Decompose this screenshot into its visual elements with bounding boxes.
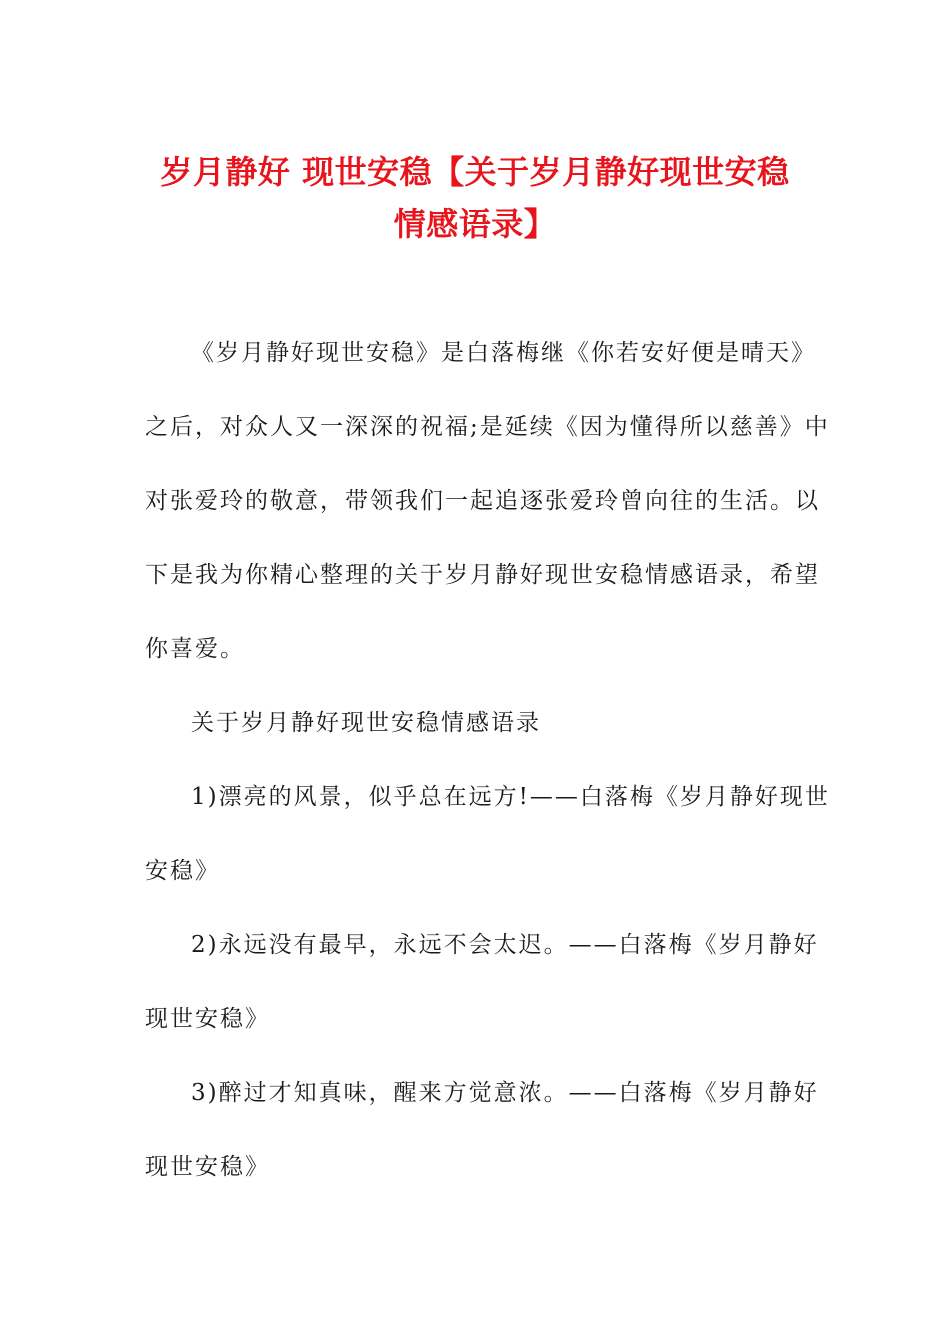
intro-line-3: 对张爱玲的敬意，带领我们一起追逐张爱玲曾向往的生活。以: [145, 488, 820, 514]
intro-line-2: 之后，对众人又一深深的祝福;是延续《因为懂得所以慈善》中: [145, 414, 830, 440]
title-line-2: 情感语录】: [393, 205, 557, 243]
section-heading: [145, 686, 805, 760]
quote-item: [145, 908, 819, 1056]
quote-item: [145, 1056, 819, 1204]
intro-line-1: 《岁月静好现世安稳》是白落梅继《你若安好便是晴天》: [191, 340, 816, 366]
quote-3-line-1: 3)醉过才知真味，醒来方觉意浓。——白落梅《岁月静好: [191, 1080, 819, 1106]
quote-item: [145, 760, 830, 908]
quote-1-line-2: 安稳》: [145, 858, 220, 884]
intro-paragraph: [145, 316, 830, 686]
quote-3-line-2: 现世安稳》: [145, 1154, 270, 1180]
quote-1-line-1: 1)漂亮的风景，似乎总在远方!——白落梅《岁月静好现世: [191, 784, 830, 810]
intro-line-4: 下是我为你精心整理的关于岁月静好现世安稳情感语录，希望: [145, 562, 820, 588]
quote-2-line-2: 现世安稳》: [145, 1006, 270, 1032]
title-line-1: 岁月静好 现世安稳【关于岁月静好现世安稳: [160, 153, 790, 191]
section-heading-text: 关于岁月静好现世安稳情感语录: [191, 710, 541, 736]
intro-line-5: 你喜爱。: [145, 636, 245, 662]
document-title: [145, 146, 805, 250]
quote-2-line-1: 2)永远没有最早，永远不会太迟。——白落梅《岁月静好: [191, 932, 819, 958]
